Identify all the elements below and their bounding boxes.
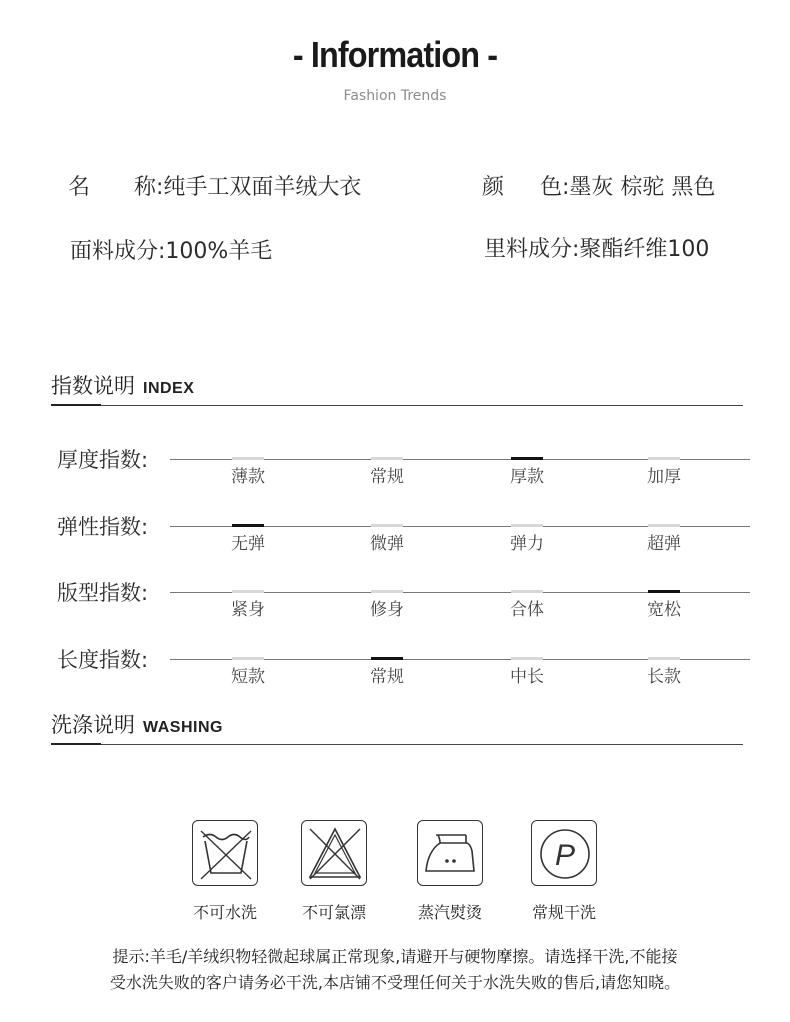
fabric-composition: 面料成分:100%羊毛: [70, 239, 273, 264]
index-title-cn: 指数说明: [51, 374, 135, 398]
index-marker: [511, 524, 543, 527]
index-title-en: INDEX: [143, 380, 195, 397]
index-option: 紧身: [231, 600, 265, 620]
index-option: 薄款: [231, 467, 265, 487]
index-option: 合体: [510, 600, 544, 620]
index-option: 微弹: [370, 534, 404, 554]
dry-clean-glyph: P: [554, 839, 576, 872]
color-value: 色:墨灰 棕驼 黑色: [540, 175, 716, 200]
index-marker: [511, 590, 543, 593]
no-wash-label: 不可水洗: [192, 903, 257, 922]
index-marker-selected: [511, 457, 543, 460]
index-option: 短款: [231, 667, 265, 687]
index-marker: [648, 457, 680, 460]
index-option: 长款: [647, 667, 681, 687]
index-marker: [648, 657, 680, 660]
washing-divider: [51, 744, 743, 745]
index-marker: [648, 524, 680, 527]
index-row-label: 弹性指数:: [57, 515, 149, 539]
index-option: 超弹: [647, 534, 681, 554]
index-row-label: 厚度指数:: [57, 448, 149, 472]
product-name: [68, 170, 361, 201]
dry-clean-icon: [531, 820, 597, 886]
index-option: 厚款: [510, 467, 544, 487]
index-option: 无弹: [231, 534, 265, 554]
index-marker: [232, 590, 264, 593]
color-label-first: 颜: [482, 175, 505, 200]
page-subtitle: Fashion Trends: [343, 88, 447, 104]
index-marker-selected: [648, 590, 680, 593]
product-colors: [482, 170, 715, 201]
index-option: 弹力: [510, 534, 544, 554]
index-divider: [51, 405, 743, 406]
lining-composition: 里料成分:聚酯纤维100: [484, 237, 710, 262]
name-value: 称:纯手工双面羊绒大衣: [134, 175, 362, 200]
index-marker: [232, 657, 264, 660]
index-row-label: 长度指数:: [57, 648, 149, 672]
steam-iron-icon: [417, 820, 483, 886]
index-marker: [232, 457, 264, 460]
washing-title-cn: 洗涤说明: [51, 713, 135, 737]
no-wash-icon: [192, 820, 258, 886]
index-marker-selected: [232, 524, 264, 527]
washing-title-en: WASHING: [143, 719, 223, 736]
washing-section-title: [51, 709, 223, 739]
tip-line-2: 受水洗失败的客户请务必干洗,本店铺不受理任何关于水洗失败的售后,请您知晓。: [109, 973, 681, 992]
index-marker-selected: [371, 657, 403, 660]
washing-divider-accent: [51, 743, 101, 745]
page-title: - Information -: [292, 34, 498, 75]
index-option: 常规: [370, 667, 404, 687]
index-marker: [511, 657, 543, 660]
index-row-label: 版型指数:: [57, 581, 149, 605]
index-marker: [371, 524, 403, 527]
index-marker: [371, 457, 403, 460]
tip-line-1: 提示:羊毛/羊绒织物轻微起球属正常现象,请避开与硬物摩擦。请选择干洗,不能接: [112, 947, 678, 966]
dry-clean-label: 常规干洗: [531, 903, 596, 922]
index-option: 加厚: [647, 467, 681, 487]
index-marker: [371, 590, 403, 593]
no-bleach-label: 不可氯漂: [301, 903, 366, 922]
no-bleach-icon: [301, 820, 367, 886]
index-option: 修身: [370, 600, 404, 620]
index-divider-accent: [51, 404, 101, 406]
index-option: 常规: [370, 467, 404, 487]
index-option: 宽松: [647, 600, 681, 620]
index-option: 中长: [510, 667, 544, 687]
steam-iron-label: 蒸汽熨烫: [417, 903, 482, 922]
name-label-first: 名: [68, 175, 91, 200]
index-section-title: [51, 370, 194, 400]
